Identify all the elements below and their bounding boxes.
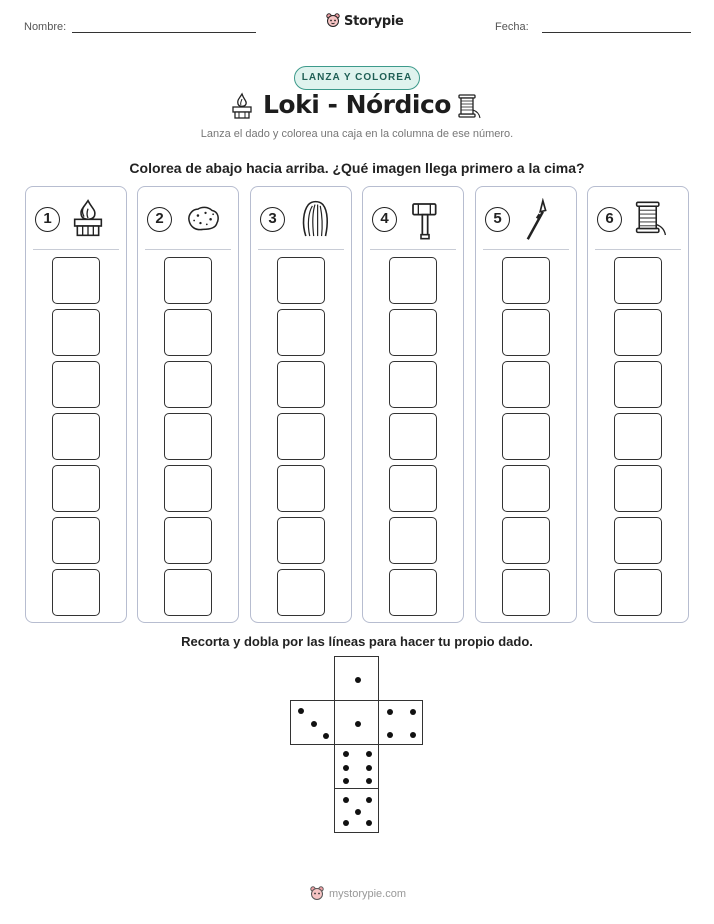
color-box[interactable] — [52, 361, 100, 408]
die-pip — [366, 751, 372, 757]
die-pip — [343, 751, 349, 757]
color-box[interactable] — [52, 569, 100, 616]
column-divider — [483, 249, 569, 250]
page-title: Loki - Nórdico — [263, 90, 451, 119]
column-divider — [145, 249, 231, 250]
column-number: 4 — [372, 207, 397, 232]
color-box[interactable] — [614, 517, 662, 564]
color-box[interactable] — [52, 465, 100, 512]
color-box[interactable] — [277, 309, 325, 356]
color-box[interactable] — [277, 361, 325, 408]
roll-column-4 — [362, 186, 464, 623]
roll-column-1 — [25, 186, 127, 623]
color-box[interactable] — [502, 361, 550, 408]
die-face-2 — [290, 700, 335, 745]
color-box[interactable] — [164, 569, 212, 616]
color-box[interactable] — [502, 517, 550, 564]
cut-instructions: Recorta y dobla por las líneas para hacer tu propio dado. — [181, 634, 533, 649]
die-pip — [387, 709, 393, 715]
brand-logo: Storypie — [326, 13, 404, 29]
hair-icon — [297, 198, 333, 245]
color-box[interactable] — [614, 465, 662, 512]
color-box[interactable] — [614, 569, 662, 616]
color-box[interactable] — [389, 413, 437, 460]
color-box[interactable] — [502, 465, 550, 512]
name-label: Nombre: — [24, 21, 67, 33]
instructions: Colorea de abajo hacia arriba. ¿Qué imagen llega primero a la cima? — [129, 160, 585, 176]
footer-url: mystorypie.com — [329, 888, 407, 900]
color-box[interactable] — [277, 465, 325, 512]
color-box[interactable] — [52, 517, 100, 564]
storypie-mascot-icon — [326, 13, 340, 29]
die-pip — [355, 721, 361, 727]
column-number: 5 — [485, 207, 510, 232]
color-box[interactable] — [52, 257, 100, 304]
color-box[interactable] — [389, 309, 437, 356]
die-pip — [355, 809, 361, 815]
color-box[interactable] — [277, 569, 325, 616]
fire-brazier-icon — [72, 198, 104, 243]
thread-spool-icon — [456, 92, 482, 120]
color-box[interactable] — [164, 257, 212, 304]
color-box[interactable] — [389, 517, 437, 564]
rock-icon — [184, 198, 222, 243]
color-box[interactable] — [614, 413, 662, 460]
roll-column-2 — [137, 186, 239, 623]
die-face-5 — [334, 744, 379, 789]
die-pip — [298, 708, 304, 714]
die-face-3 — [334, 700, 379, 745]
die-pip — [410, 732, 416, 738]
die-pip — [311, 721, 317, 727]
die-pip — [343, 820, 349, 826]
roll-column-3 — [250, 186, 352, 623]
spear-icon — [522, 198, 550, 247]
column-number: 6 — [597, 207, 622, 232]
date-label: Fecha: — [495, 21, 529, 33]
color-box[interactable] — [52, 413, 100, 460]
die-pip — [387, 732, 393, 738]
roll-column-6 — [587, 186, 689, 623]
die-pip — [366, 820, 372, 826]
color-box[interactable] — [389, 257, 437, 304]
color-box[interactable] — [389, 465, 437, 512]
column-divider — [33, 249, 119, 250]
color-box[interactable] — [164, 465, 212, 512]
column-divider — [258, 249, 344, 250]
hammer-icon — [409, 198, 441, 247]
die-face-4 — [378, 700, 423, 745]
die-pip — [366, 778, 372, 784]
activity-badge: LANZA Y COLOREA — [294, 66, 420, 90]
color-box[interactable] — [502, 569, 550, 616]
column-divider — [595, 249, 681, 250]
color-box[interactable] — [164, 361, 212, 408]
die-pip — [323, 733, 329, 739]
color-box[interactable] — [389, 569, 437, 616]
color-box[interactable] — [277, 257, 325, 304]
column-number: 1 — [35, 207, 60, 232]
column-number: 2 — [147, 207, 172, 232]
die-pip — [343, 778, 349, 784]
die-pip — [410, 709, 416, 715]
die-pip — [366, 765, 372, 771]
die-face-6 — [334, 788, 379, 833]
color-box[interactable] — [614, 361, 662, 408]
die-pip — [343, 765, 349, 771]
storypie-mascot-icon — [310, 886, 324, 902]
name-line — [72, 32, 256, 33]
color-box[interactable] — [52, 309, 100, 356]
color-box[interactable] — [614, 257, 662, 304]
roll-column-5 — [475, 186, 577, 623]
color-box[interactable] — [502, 309, 550, 356]
color-box[interactable] — [277, 413, 325, 460]
die-face-1 — [334, 656, 379, 701]
die-pip — [366, 797, 372, 803]
column-number: 3 — [260, 207, 285, 232]
subtitle: Lanza el dado y colorea una caja en la columna de ese número. — [200, 128, 514, 140]
color-box[interactable] — [164, 517, 212, 564]
footer — [310, 886, 406, 902]
color-box[interactable] — [502, 413, 550, 460]
color-box[interactable] — [164, 309, 212, 356]
die-pip — [355, 677, 361, 683]
die-pip — [343, 797, 349, 803]
color-box[interactable] — [164, 413, 212, 460]
color-box[interactable] — [614, 309, 662, 356]
column-divider — [370, 249, 456, 250]
date-line — [542, 32, 691, 33]
color-box[interactable] — [502, 257, 550, 304]
color-box[interactable] — [389, 361, 437, 408]
color-box[interactable] — [277, 517, 325, 564]
thread-spool-icon — [634, 198, 668, 243]
